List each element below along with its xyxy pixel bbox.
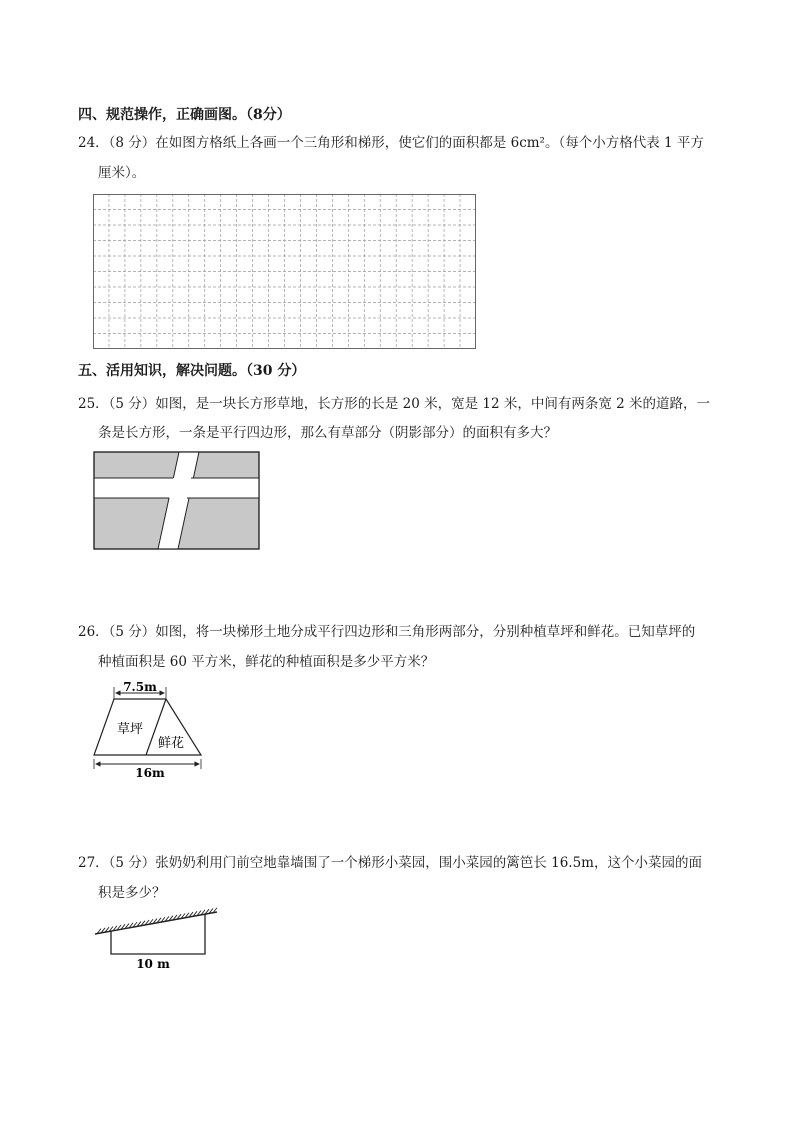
section-4-heading: 四、规范操作，正确画图。（8分） xyxy=(78,107,291,123)
grid-paper[interactable] xyxy=(93,194,477,350)
top-length-label: 7.5m xyxy=(123,680,157,694)
trapezoid-land-figure xyxy=(90,679,205,779)
question-26-line-1: 26．（5 分）如图，将一块梯形土地分成平行四边形和三角形两部分，分别种植草坪和鲜花。已知草坪的 xyxy=(78,624,696,640)
question-27-line-2: 积是多少？ xyxy=(98,885,166,901)
lawn-rectangle-figure xyxy=(93,451,261,551)
vegetable-garden-figure xyxy=(93,902,219,970)
lawn-label: 草坪 xyxy=(116,722,144,737)
question-25-line-2: 条是长方形，一条是平行四边形，那么有草部分（阴影部分）的面积有多大？ xyxy=(98,425,557,441)
bottom-length-label: 16m xyxy=(135,766,165,779)
rectangle-road xyxy=(94,478,259,498)
garden-bottom-label: 10 m xyxy=(136,957,170,970)
question-26-line-2: 种植面积是 60 平方米，鲜花的种植面积是多少平方米？ xyxy=(98,654,435,670)
question-25-line-1: 25．（5 分）如图，是一块长方形草地，长方形的长是 20 米，宽是 12 米，中间有两条宽 2 米的道路，一 xyxy=(78,396,711,412)
section-5-heading: 五、活用知识，解决问题。（30 分） xyxy=(78,363,306,379)
flower-label: 鲜花 xyxy=(157,736,185,751)
trapezoid-outline xyxy=(94,699,201,755)
garden-fence xyxy=(111,914,205,954)
question-27-line-1: 27．（5 分）张奶奶利用门前空地靠墙围了一个梯形小菜园，围小菜园的篱笆长 16.5m，这个小菜园的面 xyxy=(78,855,702,871)
question-24-line-2: 厘米）。 xyxy=(98,165,146,181)
question-24-line-1: 24．（8 分）在如图方格纸上各画一个三角形和梯形，使它们的面积都是 6cm²。（每个小方格代表 1 平方 xyxy=(78,135,704,151)
